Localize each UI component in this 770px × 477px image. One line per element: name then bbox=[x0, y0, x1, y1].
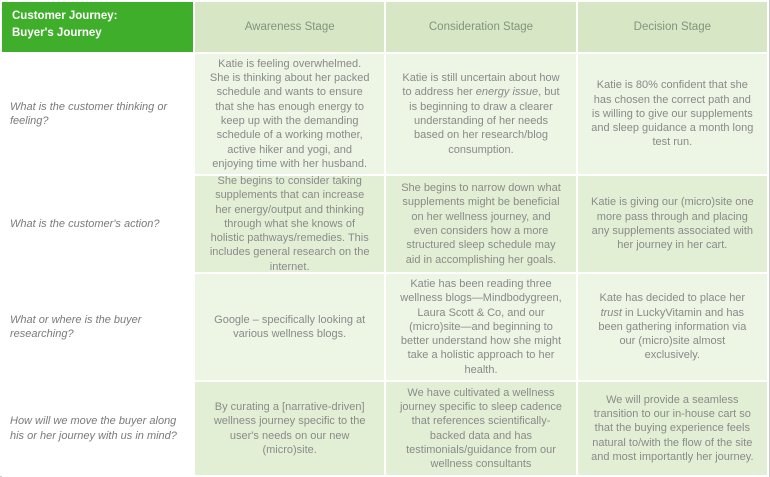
row-question-researching: What or where is the buyer researching? bbox=[2, 274, 195, 382]
cell-decision-thinking: Katie is 80% confident that she has chosen the correct path and is willing to give our supplements and sleep guidance a month long test run. bbox=[578, 54, 769, 176]
cell-text: , but is beginning to draw a clearer understanding of her needs based on her research/blog consumption. bbox=[409, 86, 560, 156]
cell-decision-action: Katie is giving our (micro)site one more pass through and placing any supplements associated with her journey in her cart. bbox=[578, 176, 769, 274]
cell-awareness-researching: Google – specifically looking at various wellness blogs. bbox=[195, 274, 386, 382]
table-title bbox=[2, 2, 195, 54]
table-title-line1: Customer Journey: bbox=[12, 10, 118, 22]
cell-awareness-move: By curating a [narrative-driven] wellness journey specific to the user's needs on our new (micro)site. bbox=[195, 382, 386, 477]
cell-consideration-thinking bbox=[386, 54, 577, 176]
cell-text: Katie is still uncertain about how to address her bbox=[402, 72, 560, 99]
cell-text-emphasis: trust bbox=[600, 306, 622, 319]
cell-consideration-move: We have cultivated a wellness journey specific to sleep cadence that references scientifically-backed data and has testimonials/guidance from our wellness consultants bbox=[386, 382, 577, 477]
column-header-consideration: Consideration Stage bbox=[386, 2, 577, 54]
cell-text: Kate has decided to place her bbox=[599, 292, 746, 305]
cell-text: in LuckyVitamin and has been gathering information via our (micro)site almost exclusively. bbox=[598, 306, 747, 362]
cell-awareness-thinking: Katie is feeling overwhelmed. She is thinking about her packed schedule and wants to ensure that she has enough energy to keep up with the demanding schedule of a working mother, active hiker and yogi, and enjoying time with her husband. bbox=[195, 54, 386, 176]
table-title-line2: Buyer's Journey bbox=[12, 26, 102, 39]
cell-decision-move: We will provide a seamless transition to our in-house cart so that the buying experience feels natural to/with the flow of the site and most importantly her journey. bbox=[578, 382, 769, 477]
column-header-awareness: Awareness Stage bbox=[195, 2, 386, 54]
cell-decision-researching bbox=[578, 274, 769, 382]
cell-awareness-action: She begins to consider taking supplements that can increase her energy/output and thinking through what she knows of holistic pathways/remedies. This includes general research on the internet. bbox=[195, 176, 386, 274]
row-question-move-buyer: How will we move the buyer along his or her journey with us in mind? bbox=[2, 382, 195, 477]
row-question-customer-action: What is the customer's action? bbox=[2, 176, 195, 274]
row-question-thinking-feeling: What is the customer thinking or feeling? bbox=[2, 54, 195, 176]
cell-text-emphasis: energy issue bbox=[475, 86, 539, 99]
cell-consideration-action: She begins to narrow down what supplements might be beneficial on her wellness journey, and even considers how a more structured sleep schedule may aid in accomplishing her goals. bbox=[386, 176, 577, 274]
cell-consideration-researching: Katie has been reading three wellness blogs—Mindbodygreen, Laura Scott & Co, and our (micro)site—and beginning to better understand how she might take a holistic approach to her health. bbox=[386, 274, 577, 382]
column-header-decision: Decision Stage bbox=[578, 2, 769, 54]
